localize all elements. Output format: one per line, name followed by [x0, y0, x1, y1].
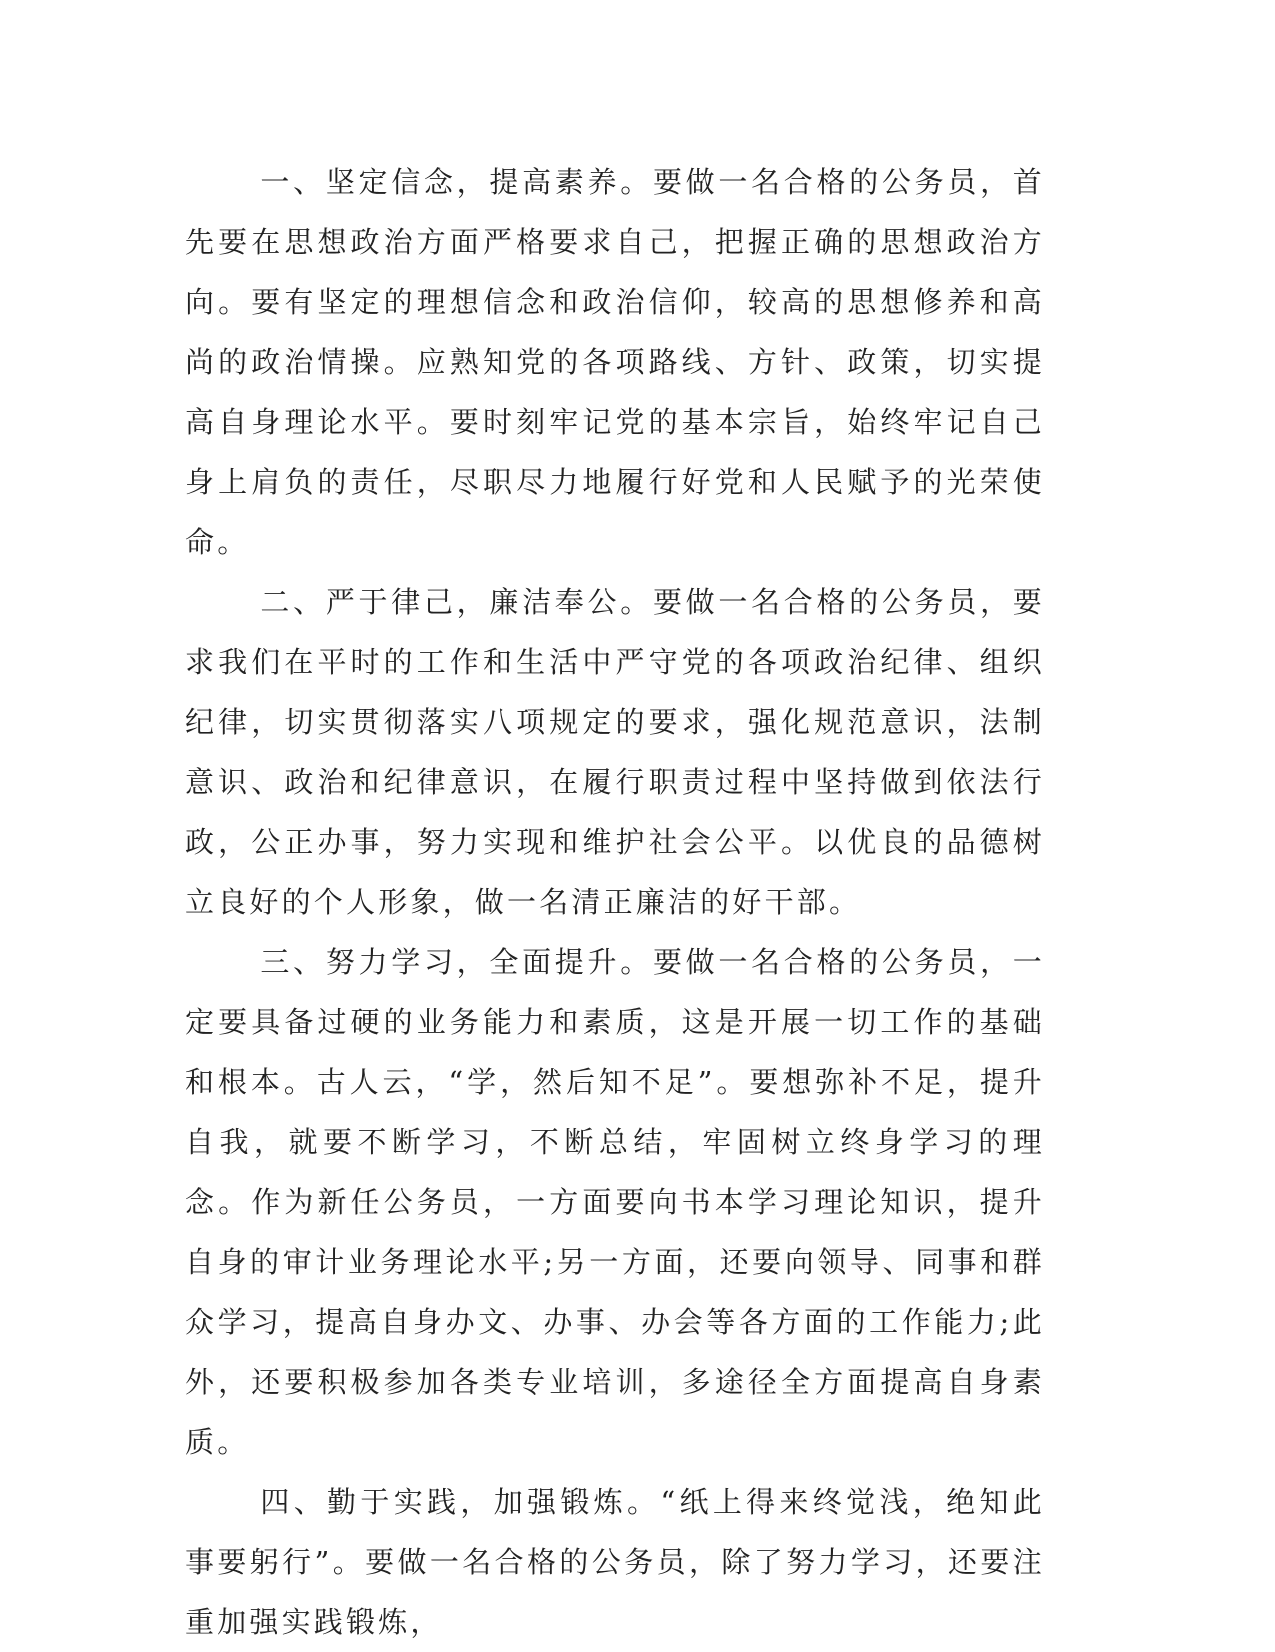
document-body — [185, 152, 1045, 1652]
paragraph-4: 四、勤于实践，加强锻炼。“纸上得来终觉浅，绝知此事要躬行”。要做一名合格的公务员，除了努力学习，还要注重加强实践锻炼， — [185, 1485, 1045, 1639]
paragraph-2: 二、严于律己，廉洁奉公。要做一名合格的公务员，要求我们在平时的工作和生活中严守党的各项政治纪律、组织纪律，切实贯彻落实八项规定的要求，强化规范意识，法制意识、政治和纪律意识，在履行职责过程中坚持做到依法行政，公正办事，努力实现和维护社会公平。以优良的品德树立良好的个人形象，做一名清正廉洁的好干部。 — [185, 585, 1045, 919]
paragraph-3: 三、努力学习，全面提升。要做一名合格的公务员，一定要具备过硬的业务能力和素质，这是开展一切工作的基础和根本。古人云，“学，然后知不足”。要想弥补不足，提升自我，就要不断学习，不断总结，牢固树立终身学习的理念。作为新任公务员，一方面要向书本学习理论知识，提升自身的审计业务理论水平;另一方面，还要向领导、同事和群众学习，提高自身办文、办事、办会等各方面的工作能力;此外，还要积极参加各类专业培训，多途径全方面提高自身素质。 — [185, 945, 1045, 1459]
paragraph-1: 一、坚定信念，提高素养。要做一名合格的公务员，首先要在思想政治方面严格要求自己，把握正确的思想政治方向。要有坚定的理想信念和政治信仰，较高的思想修养和高尚的政治情操。应熟知党的各项路线、方针、政策，切实提高自身理论水平。要时刻牢记党的基本宗旨，始终牢记自己身上肩负的责任，尽职尽力地履行好党和人民赋予的光荣使命。 — [185, 165, 1045, 559]
